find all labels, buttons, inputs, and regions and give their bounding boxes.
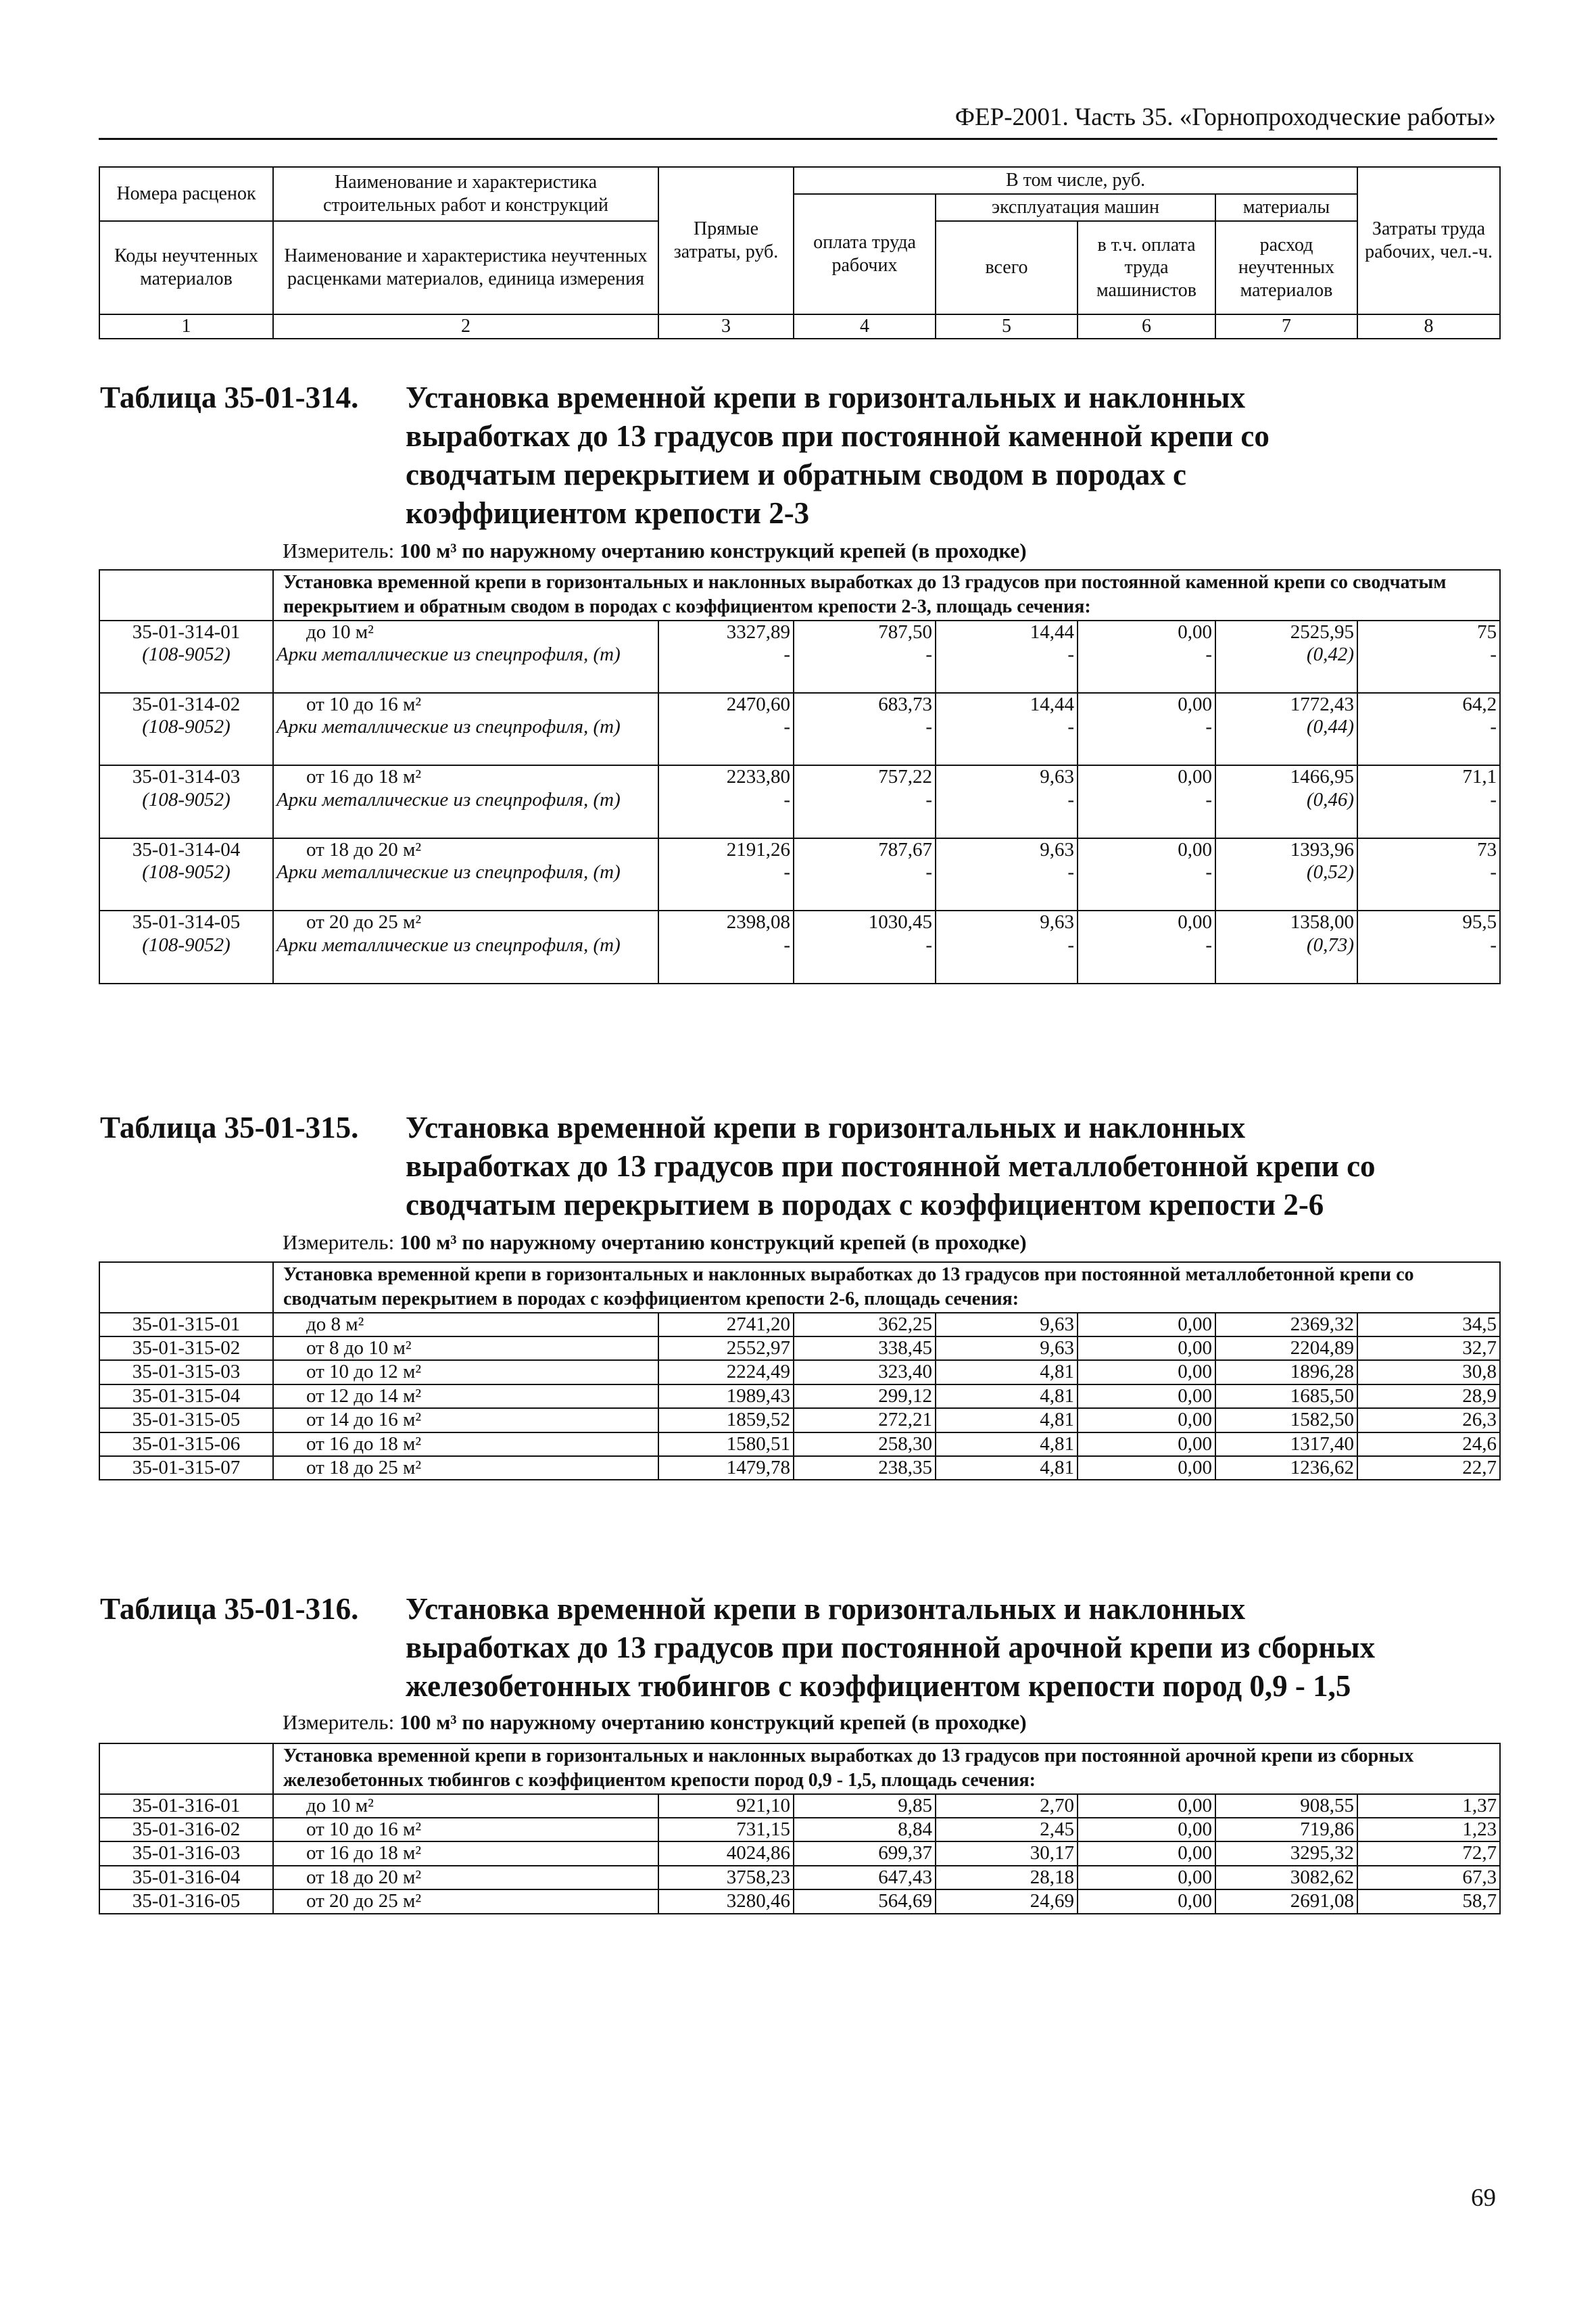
col-header-direct-costs: Прямые затраты, руб. bbox=[658, 167, 794, 314]
table-314-title-line: сводчатым перекрытием и обратным сводом в породах с bbox=[406, 458, 1186, 491]
table-316-title-line: выработках до 13 градусов при постоянной арочной крепи из сборных bbox=[406, 1631, 1376, 1664]
table-316-title-line: Установка временной крепи в горизонтальных и наклонных bbox=[406, 1592, 1246, 1626]
table-314-title-line: выработках до 13 градусов при постоянной каменной крепи со bbox=[406, 419, 1269, 453]
col-header-unaccounted-materials: расход неучтенных материалов bbox=[1215, 221, 1357, 314]
operator-wages: 0,00 bbox=[1078, 1818, 1215, 1841]
column-header-table bbox=[99, 166, 1501, 339]
table-316-number: Таблица 35-01-316. bbox=[100, 1592, 359, 1626]
machines-total: 28,18 bbox=[936, 1866, 1078, 1889]
labor-costs: 67,3 bbox=[1357, 1866, 1500, 1889]
table-315-section: Установка временной крепи в горизонтальных и наклонных выработках до 13 градусов при постоянной металлобетонной крепи со сводчатым перекрытием в породах с коэффициентом крепости 2-6, площадь сечения: bbox=[273, 1262, 1500, 1313]
materials: 1772,43 bbox=[1215, 693, 1357, 716]
machines-total: 9,63 bbox=[936, 1336, 1078, 1360]
direct-costs: 2741,20 bbox=[658, 1313, 794, 1336]
table-316-title-line: железобетонных тюбингов с коэффициентом крепости пород 0,9 - 1,5 bbox=[406, 1669, 1351, 1703]
direct-costs: 3280,46 bbox=[658, 1889, 794, 1913]
rate-name: до 8 м² bbox=[273, 1313, 658, 1336]
rate-name: от 10 до 12 м² bbox=[273, 1360, 658, 1384]
rate-code: 35-01-316-04 bbox=[99, 1866, 273, 1889]
rate-code: 35-01-314-03 bbox=[99, 765, 273, 788]
rate-name: до 10 м² bbox=[273, 1794, 658, 1818]
col-header-material-codes: Коды неучтенных материалов bbox=[99, 221, 273, 314]
material-consumption: (0,44) bbox=[1215, 716, 1357, 765]
rate-code: 35-01-314-04 bbox=[99, 838, 273, 861]
table-315-number: Таблица 35-01-315. bbox=[100, 1111, 359, 1144]
wages: 757,22 bbox=[794, 765, 936, 788]
operator-wages: 0,00 bbox=[1078, 1794, 1215, 1818]
materials: 1582,50 bbox=[1215, 1408, 1357, 1432]
wages: 787,67 bbox=[794, 838, 936, 861]
dash-cell: - bbox=[936, 789, 1078, 838]
material-name: Арки металлические из спецпрофиля, (т) bbox=[273, 644, 658, 693]
table-315-title-line: сводчатым перекрытием в породах с коэффициентом крепости 2-6 bbox=[406, 1188, 1324, 1222]
materials: 2369,32 bbox=[1215, 1313, 1357, 1336]
operator-wages: 0,00 bbox=[1078, 1432, 1215, 1456]
table-row bbox=[99, 1360, 1500, 1384]
operator-wages: 0,00 bbox=[1078, 911, 1215, 934]
machines-total: 14,44 bbox=[936, 621, 1078, 644]
operator-wages: 0,00 bbox=[1078, 1360, 1215, 1384]
labor-costs: 32,7 bbox=[1357, 1336, 1500, 1360]
materials: 1466,95 bbox=[1215, 765, 1357, 788]
operator-wages: 0,00 bbox=[1078, 1889, 1215, 1913]
material-code: (108-9052) bbox=[99, 934, 273, 984]
machines-total: 2,45 bbox=[936, 1818, 1078, 1841]
measure-value: 100 м³ по наружному очертанию конструкций крепей (в проходке) bbox=[399, 539, 1027, 562]
rate-name: от 14 до 16 м² bbox=[273, 1408, 658, 1432]
rate-name: от 12 до 14 м² bbox=[273, 1384, 658, 1408]
col-num: 7 bbox=[1215, 314, 1357, 339]
rate-code: 35-01-316-05 bbox=[99, 1889, 273, 1913]
machines-total: 4,81 bbox=[936, 1408, 1078, 1432]
col-header-including: В том числе, руб. bbox=[794, 167, 1357, 194]
table-314-title-line: коэффициентом крепости 2-3 bbox=[406, 496, 810, 530]
table-row bbox=[99, 1866, 1500, 1889]
operator-wages: 0,00 bbox=[1078, 621, 1215, 644]
dash-cell: - bbox=[658, 716, 794, 765]
materials: 719,86 bbox=[1215, 1818, 1357, 1841]
wages: 272,21 bbox=[794, 1408, 936, 1432]
measure-value: 100 м³ по наружному очертанию конструкций крепей (в проходке) bbox=[399, 1710, 1027, 1734]
materials: 3295,32 bbox=[1215, 1841, 1357, 1865]
direct-costs: 1580,51 bbox=[658, 1432, 794, 1456]
dash-cell: - bbox=[936, 716, 1078, 765]
rate-code: 35-01-316-03 bbox=[99, 1841, 273, 1865]
dash-cell: - bbox=[1357, 934, 1500, 984]
rate-code: 35-01-315-02 bbox=[99, 1336, 273, 1360]
materials: 3082,62 bbox=[1215, 1866, 1357, 1889]
wages: 647,43 bbox=[794, 1866, 936, 1889]
wages: 564,69 bbox=[794, 1889, 936, 1913]
material-row bbox=[99, 716, 1500, 765]
col-num: 4 bbox=[794, 314, 936, 339]
table-row bbox=[99, 693, 1500, 716]
material-consumption: (0,52) bbox=[1215, 861, 1357, 911]
rate-name: от 8 до 10 м² bbox=[273, 1336, 658, 1360]
rate-name: от 16 до 18 м² bbox=[273, 765, 658, 788]
measure-label: Измеритель: bbox=[283, 1710, 395, 1734]
col-num: 6 bbox=[1078, 314, 1215, 339]
operator-wages: 0,00 bbox=[1078, 1336, 1215, 1360]
wages: 787,50 bbox=[794, 621, 936, 644]
rate-code: 35-01-315-07 bbox=[99, 1456, 273, 1480]
wages: 9,85 bbox=[794, 1794, 936, 1818]
materials: 2691,08 bbox=[1215, 1889, 1357, 1913]
direct-costs: 2398,08 bbox=[658, 911, 794, 934]
running-header: ФЕР-2001. Часть 35. «Горнопроходческие работы» bbox=[954, 103, 1496, 131]
table-row bbox=[99, 1889, 1500, 1913]
dash-cell: - bbox=[658, 861, 794, 911]
table-row bbox=[99, 1336, 1500, 1360]
table-314-section: Установка временной крепи в горизонтальных и наклонных выработках до 13 градусов при постоянной каменной крепи со сводчатым перекрытием и обратным сводом в породах с коэффициентом крепости 2-3, площадь сечения: bbox=[273, 570, 1500, 621]
operator-wages: 0,00 bbox=[1078, 1408, 1215, 1432]
table-315-measure bbox=[283, 1230, 1027, 1255]
material-row bbox=[99, 789, 1500, 838]
measure-value: 100 м³ по наружному очертанию конструкций крепей (в проходке) bbox=[399, 1230, 1027, 1254]
labor-costs: 34,5 bbox=[1357, 1313, 1500, 1336]
table-row bbox=[99, 1313, 1500, 1336]
material-consumption: (0,42) bbox=[1215, 644, 1357, 693]
table-row bbox=[99, 1384, 1500, 1408]
col-header-operator-wages: в т.ч. оплата труда машинистов bbox=[1078, 221, 1215, 314]
col-header-works: Наименование и характеристика строительных работ и конструкций bbox=[273, 167, 658, 221]
materials: 1685,50 bbox=[1215, 1384, 1357, 1408]
table-row bbox=[99, 1841, 1500, 1865]
dash-cell: - bbox=[794, 861, 936, 911]
table-314-title bbox=[100, 379, 1269, 533]
wages: 362,25 bbox=[794, 1313, 936, 1336]
rate-code: 35-01-315-04 bbox=[99, 1384, 273, 1408]
rate-code: 35-01-315-05 bbox=[99, 1408, 273, 1432]
rate-name: от 20 до 25 м² bbox=[273, 1889, 658, 1913]
direct-costs: 1479,78 bbox=[658, 1456, 794, 1480]
material-row bbox=[99, 644, 1500, 693]
dash-cell: - bbox=[936, 934, 1078, 984]
wages: 699,37 bbox=[794, 1841, 936, 1865]
labor-costs: 30,8 bbox=[1357, 1360, 1500, 1384]
rate-code: 35-01-315-01 bbox=[99, 1313, 273, 1336]
operator-wages: 0,00 bbox=[1078, 1384, 1215, 1408]
col-header-codes: Номера расценок bbox=[99, 167, 273, 221]
materials: 1896,28 bbox=[1215, 1360, 1357, 1384]
labor-costs: 28,9 bbox=[1357, 1384, 1500, 1408]
material-code: (108-9052) bbox=[99, 861, 273, 911]
materials: 1317,40 bbox=[1215, 1432, 1357, 1456]
table-314-measure bbox=[283, 539, 1027, 563]
col-num: 8 bbox=[1357, 314, 1500, 339]
operator-wages: 0,00 bbox=[1078, 1866, 1215, 1889]
direct-costs: 1859,52 bbox=[658, 1408, 794, 1432]
machines-total: 14,44 bbox=[936, 693, 1078, 716]
labor-costs: 26,3 bbox=[1357, 1408, 1500, 1432]
table-315-title-line: выработках до 13 градусов при постоянной металлобетонной крепи со bbox=[406, 1149, 1376, 1183]
dash-cell: - bbox=[794, 934, 936, 984]
rate-code: 35-01-316-02 bbox=[99, 1818, 273, 1841]
materials: 2204,89 bbox=[1215, 1336, 1357, 1360]
table-315-title bbox=[100, 1109, 1376, 1224]
wages: 8,84 bbox=[794, 1818, 936, 1841]
table-row bbox=[99, 621, 1500, 644]
labor-costs: 73 bbox=[1357, 838, 1500, 861]
material-name: Арки металлические из спецпрофиля, (т) bbox=[273, 716, 658, 765]
rate-name: от 16 до 18 м² bbox=[273, 1432, 658, 1456]
table-row bbox=[99, 838, 1500, 861]
machines-total: 9,63 bbox=[936, 1313, 1078, 1336]
operator-wages: 0,00 bbox=[1078, 838, 1215, 861]
labor-costs: 1,37 bbox=[1357, 1794, 1500, 1818]
labor-costs: 95,5 bbox=[1357, 911, 1500, 934]
machines-total: 9,63 bbox=[936, 911, 1078, 934]
table-316 bbox=[99, 1743, 1501, 1914]
wages: 683,73 bbox=[794, 693, 936, 716]
table-316-measure bbox=[283, 1710, 1027, 1735]
materials: 1393,96 bbox=[1215, 838, 1357, 861]
direct-costs: 2191,26 bbox=[658, 838, 794, 861]
table-316-section: Установка временной крепи в горизонтальных и наклонных выработках до 13 градусов при постоянной арочной крепи из сборных железобетонных тюбингов с коэффициентом крепости пород 0,9 - 1,5, площадь сечения: bbox=[273, 1743, 1500, 1794]
col-header-wages: оплата труда рабочих bbox=[794, 194, 936, 314]
rate-name: от 10 до 16 м² bbox=[273, 1818, 658, 1841]
labor-costs: 58,7 bbox=[1357, 1889, 1500, 1913]
table-row bbox=[99, 765, 1500, 788]
material-code: (108-9052) bbox=[99, 716, 273, 765]
materials: 1358,00 bbox=[1215, 911, 1357, 934]
materials: 1236,62 bbox=[1215, 1456, 1357, 1480]
dash-cell: - bbox=[1078, 861, 1215, 911]
dash-cell: - bbox=[1078, 789, 1215, 838]
table-314-title-line: Установка временной крепи в горизонтальных и наклонных bbox=[406, 381, 1246, 414]
direct-costs: 4024,86 bbox=[658, 1841, 794, 1865]
machines-total: 4,81 bbox=[936, 1432, 1078, 1456]
direct-costs: 2224,49 bbox=[658, 1360, 794, 1384]
table-row bbox=[99, 1794, 1500, 1818]
col-header-machines: эксплуатация машин bbox=[936, 194, 1215, 221]
direct-costs: 2233,80 bbox=[658, 765, 794, 788]
material-consumption: (0,46) bbox=[1215, 789, 1357, 838]
rate-name: от 18 до 25 м² bbox=[273, 1456, 658, 1480]
material-name: Арки металлические из спецпрофиля, (т) bbox=[273, 789, 658, 838]
rate-name: от 20 до 25 м² bbox=[273, 911, 658, 934]
direct-costs: 1989,43 bbox=[658, 1384, 794, 1408]
table-315 bbox=[99, 1261, 1501, 1480]
rate-code: 35-01-314-02 bbox=[99, 693, 273, 716]
col-header-materials-desc: Наименование и характеристика неучтенных расценками материалов, единица измерения bbox=[273, 221, 658, 314]
dash-cell: - bbox=[794, 644, 936, 693]
material-consumption: (0,73) bbox=[1215, 934, 1357, 984]
measure-label: Измеритель: bbox=[283, 1230, 395, 1254]
dash-cell: - bbox=[794, 789, 936, 838]
machines-total: 2,70 bbox=[936, 1794, 1078, 1818]
labor-costs: 22,7 bbox=[1357, 1456, 1500, 1480]
materials: 2525,95 bbox=[1215, 621, 1357, 644]
labor-costs: 24,6 bbox=[1357, 1432, 1500, 1456]
dash-cell: - bbox=[1357, 716, 1500, 765]
dash-cell: - bbox=[658, 934, 794, 984]
col-num: 1 bbox=[99, 314, 273, 339]
rate-name: от 18 до 20 м² bbox=[273, 838, 658, 861]
dash-cell: - bbox=[936, 861, 1078, 911]
direct-costs: 921,10 bbox=[658, 1794, 794, 1818]
machines-total: 4,81 bbox=[936, 1360, 1078, 1384]
table-315-title-line: Установка временной крепи в горизонтальных и наклонных bbox=[406, 1111, 1246, 1144]
rate-name: до 10 м² bbox=[273, 621, 658, 644]
dash-cell: - bbox=[1078, 644, 1215, 693]
rate-code: 35-01-315-03 bbox=[99, 1360, 273, 1384]
dash-cell: - bbox=[1078, 716, 1215, 765]
machines-total: 4,81 bbox=[936, 1456, 1078, 1480]
labor-costs: 1,23 bbox=[1357, 1818, 1500, 1841]
col-num: 2 bbox=[273, 314, 658, 339]
wages: 1030,45 bbox=[794, 911, 936, 934]
labor-costs: 71,1 bbox=[1357, 765, 1500, 788]
col-num: 5 bbox=[936, 314, 1078, 339]
labor-costs: 75 bbox=[1357, 621, 1500, 644]
operator-wages: 0,00 bbox=[1078, 1313, 1215, 1336]
direct-costs: 3327,89 bbox=[658, 621, 794, 644]
direct-costs: 731,15 bbox=[658, 1818, 794, 1841]
material-name: Арки металлические из спецпрофиля, (т) bbox=[273, 934, 658, 984]
rate-name: от 16 до 18 м² bbox=[273, 1841, 658, 1865]
page-number: 69 bbox=[1471, 2184, 1496, 2212]
wages: 238,35 bbox=[794, 1456, 936, 1480]
dash-cell: - bbox=[658, 644, 794, 693]
material-name: Арки металлические из спецпрофиля, (т) bbox=[273, 861, 658, 911]
table-314-number: Таблица 35-01-314. bbox=[100, 381, 359, 414]
col-header-materials: материалы bbox=[1215, 194, 1357, 221]
rate-name: от 10 до 16 м² bbox=[273, 693, 658, 716]
dash-cell: - bbox=[794, 716, 936, 765]
machines-total: 9,63 bbox=[936, 838, 1078, 861]
operator-wages: 0,00 bbox=[1078, 1841, 1215, 1865]
dash-cell: - bbox=[936, 644, 1078, 693]
col-num: 3 bbox=[658, 314, 794, 339]
table-row bbox=[99, 911, 1500, 934]
rate-code: 35-01-314-05 bbox=[99, 911, 273, 934]
direct-costs: 2470,60 bbox=[658, 693, 794, 716]
direct-costs: 2552,97 bbox=[658, 1336, 794, 1360]
rate-code: 35-01-315-06 bbox=[99, 1432, 273, 1456]
measure-label: Измеритель: bbox=[283, 539, 395, 562]
dash-cell: - bbox=[658, 789, 794, 838]
operator-wages: 0,00 bbox=[1078, 765, 1215, 788]
table-row bbox=[99, 1456, 1500, 1480]
material-code: (108-9052) bbox=[99, 789, 273, 838]
machines-total: 24,69 bbox=[936, 1889, 1078, 1913]
machines-total: 9,63 bbox=[936, 765, 1078, 788]
machines-total: 30,17 bbox=[936, 1841, 1078, 1865]
table-row bbox=[99, 1818, 1500, 1841]
col-header-labor: Затраты труда рабочих, чел.-ч. bbox=[1357, 167, 1500, 314]
dash-cell: - bbox=[1357, 861, 1500, 911]
wages: 299,12 bbox=[794, 1384, 936, 1408]
col-header-machines-total: всего bbox=[936, 221, 1078, 314]
materials: 908,55 bbox=[1215, 1794, 1357, 1818]
labor-costs: 72,7 bbox=[1357, 1841, 1500, 1865]
material-code: (108-9052) bbox=[99, 644, 273, 693]
dash-cell: - bbox=[1078, 934, 1215, 984]
operator-wages: 0,00 bbox=[1078, 1456, 1215, 1480]
labor-costs: 64,2 bbox=[1357, 693, 1500, 716]
table-314 bbox=[99, 569, 1501, 984]
wages: 338,45 bbox=[794, 1336, 936, 1360]
wages: 323,40 bbox=[794, 1360, 936, 1384]
dash-cell: - bbox=[1357, 789, 1500, 838]
rate-code: 35-01-316-01 bbox=[99, 1794, 273, 1818]
table-316-title bbox=[100, 1590, 1375, 1706]
header-rule bbox=[99, 138, 1497, 140]
direct-costs: 3758,23 bbox=[658, 1866, 794, 1889]
rate-code: 35-01-314-01 bbox=[99, 621, 273, 644]
material-row bbox=[99, 861, 1500, 911]
operator-wages: 0,00 bbox=[1078, 693, 1215, 716]
table-row bbox=[99, 1432, 1500, 1456]
rate-name: от 18 до 20 м² bbox=[273, 1866, 658, 1889]
table-row bbox=[99, 1408, 1500, 1432]
machines-total: 4,81 bbox=[936, 1384, 1078, 1408]
wages: 258,30 bbox=[794, 1432, 936, 1456]
dash-cell: - bbox=[1357, 644, 1500, 693]
material-row bbox=[99, 934, 1500, 984]
